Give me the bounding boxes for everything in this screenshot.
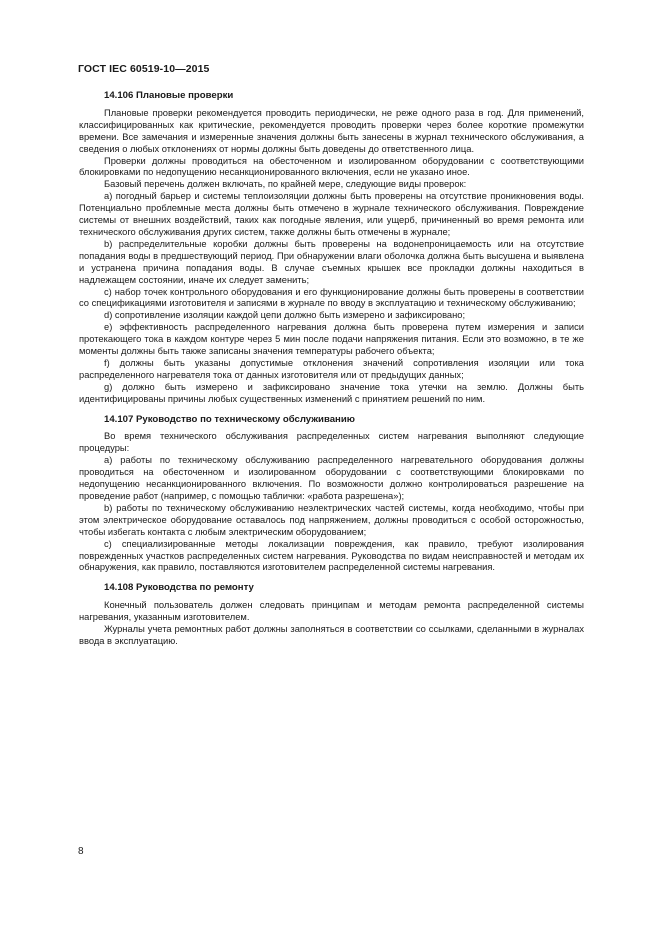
list-item-g: g) должно быть измерено и зафиксировано значение тока утечки на землю. Должны быть идентифицированы причины любых существенных изменений с принятием решений по ним. [79, 381, 584, 404]
list-item-b: b) работы по техническому обслуживанию неэлектрических частей системы, когда необходимо, чтобы при этом электрическое оборудование оставалось под напряжением, должны проводиться с особой осторожностью, чтобы избегать контакта с любым электрическим оборудованием; [79, 502, 584, 537]
list-item-c: c) специализированные методы локализации повреждения, как правило, требуют изолирования поврежденных участков распределенных систем нагревания. Руководства по видам неисправностей и методам их обнаружения, как правило, поставляются изготовителем распределенной системы нагревания. [79, 538, 584, 573]
section-14-108 [79, 582, 584, 648]
list-item-a: a) погодный барьер и системы теплоизоляции должны быть проверены на отсутствие проникновения воды. Потенциально проблемные места должны быть отмечено в журнале технического обслуживания. Повреждение системы от внешних воздействий, таких как погодные явления, или ущерб, причиненный во время ремонта или технического обслуживания других систем, также должны быть отмечены в журнале; [79, 191, 584, 237]
list-item-e: e) эффективность распределенного нагревания должна быть проверена путем измерения и записи протекающего тока в каждом контуре через 5 мин после подачи напряжения питания. Если это возможно, в те же моменты должны быть также записаны значения температуры рабочего объекта; [79, 322, 584, 357]
paragraph: Конечный пользователь должен следовать принципам и методам ремонта распределенной системы нагревания, указанным изготовителем. [79, 600, 584, 623]
list-item-f: f) должны быть указаны допустимые отклонения значений сопротивления изоляции или тока распределенного нагревателя тока от данных изготовителя или от предыдущих данных; [79, 357, 584, 380]
list-item-c: c) набор точек контрольного оборудования и его функционирование должны быть проверены в соответствии со спецификациями изготовителя и записями в журнале по вводу в эксплуатацию и техническому обслуживанию; [79, 286, 584, 309]
document-body [79, 90, 584, 656]
paragraph: Во время технического обслуживания распределенных систем нагревания выполняют следующие процедуры: [79, 431, 584, 454]
section-heading: 14.107 Руководство по техническому обслуживанию [104, 413, 355, 425]
section-heading: 14.106 Плановые проверки [104, 90, 234, 101]
list-item-b: b) распределительные коробки должны быть проверены на водонепроницаемость или на отсутствие попадания воды в предшествующий период. При обнаружении влаги оболочка должна быть высушена и выявлена и устранена причина попадания воды. В случае съемных крышек все прокладки должны находиться в надлежащем состоянии, иначе их следует заменить; [79, 238, 584, 285]
page-number: 8 [78, 846, 84, 857]
section-heading: 14.108 Руководства по ремонту [104, 582, 254, 594]
paragraph: Базовый перечень должен включать, по крайней мере, следующие виды проверок: [104, 179, 467, 190]
paragraph: Журналы учета ремонтных работ должны заполняться в соответствии со ссылками, сделанными в журналах ввода в эксплуатацию. [79, 624, 584, 646]
list-item-d: d) сопротивление изоляции каждой цепи должно быть измерено и зафиксировано; [104, 310, 466, 321]
document-header: ГОСТ IEC 60519-10—2015 [78, 63, 210, 75]
paragraph: Плановые проверки рекомендуется проводить периодически, не реже одного раза в год. Для применений, классифицированных как критические, рекомендуется проводить проверки через более короткие промежутки времени. Все замечания и измеренные значения должны быть занесены в журнал технического обслуживания, а сведения о любых отклонениях от нормы должны быть доведены до ответственного лица. [79, 107, 584, 154]
paragraph: Проверки должны проводиться на обесточенном и изолированном оборудовании с соответствующими блокировками по недопущению несанкционированного включения, если не указано иное. [79, 155, 584, 178]
section-14-107 [79, 414, 584, 575]
section-14-106 [79, 90, 584, 406]
list-item-a: a) работы по техническому обслуживанию распределенного нагревательного оборудования должны проводиться на обесточенном и изолированном оборудовании с соответствующими блокировками по недопущению несанкционированного включения. По возможности должно контролироваться разрешение на проведение работ (например, с помощью таблички: «работа разрешена»); [79, 455, 584, 501]
